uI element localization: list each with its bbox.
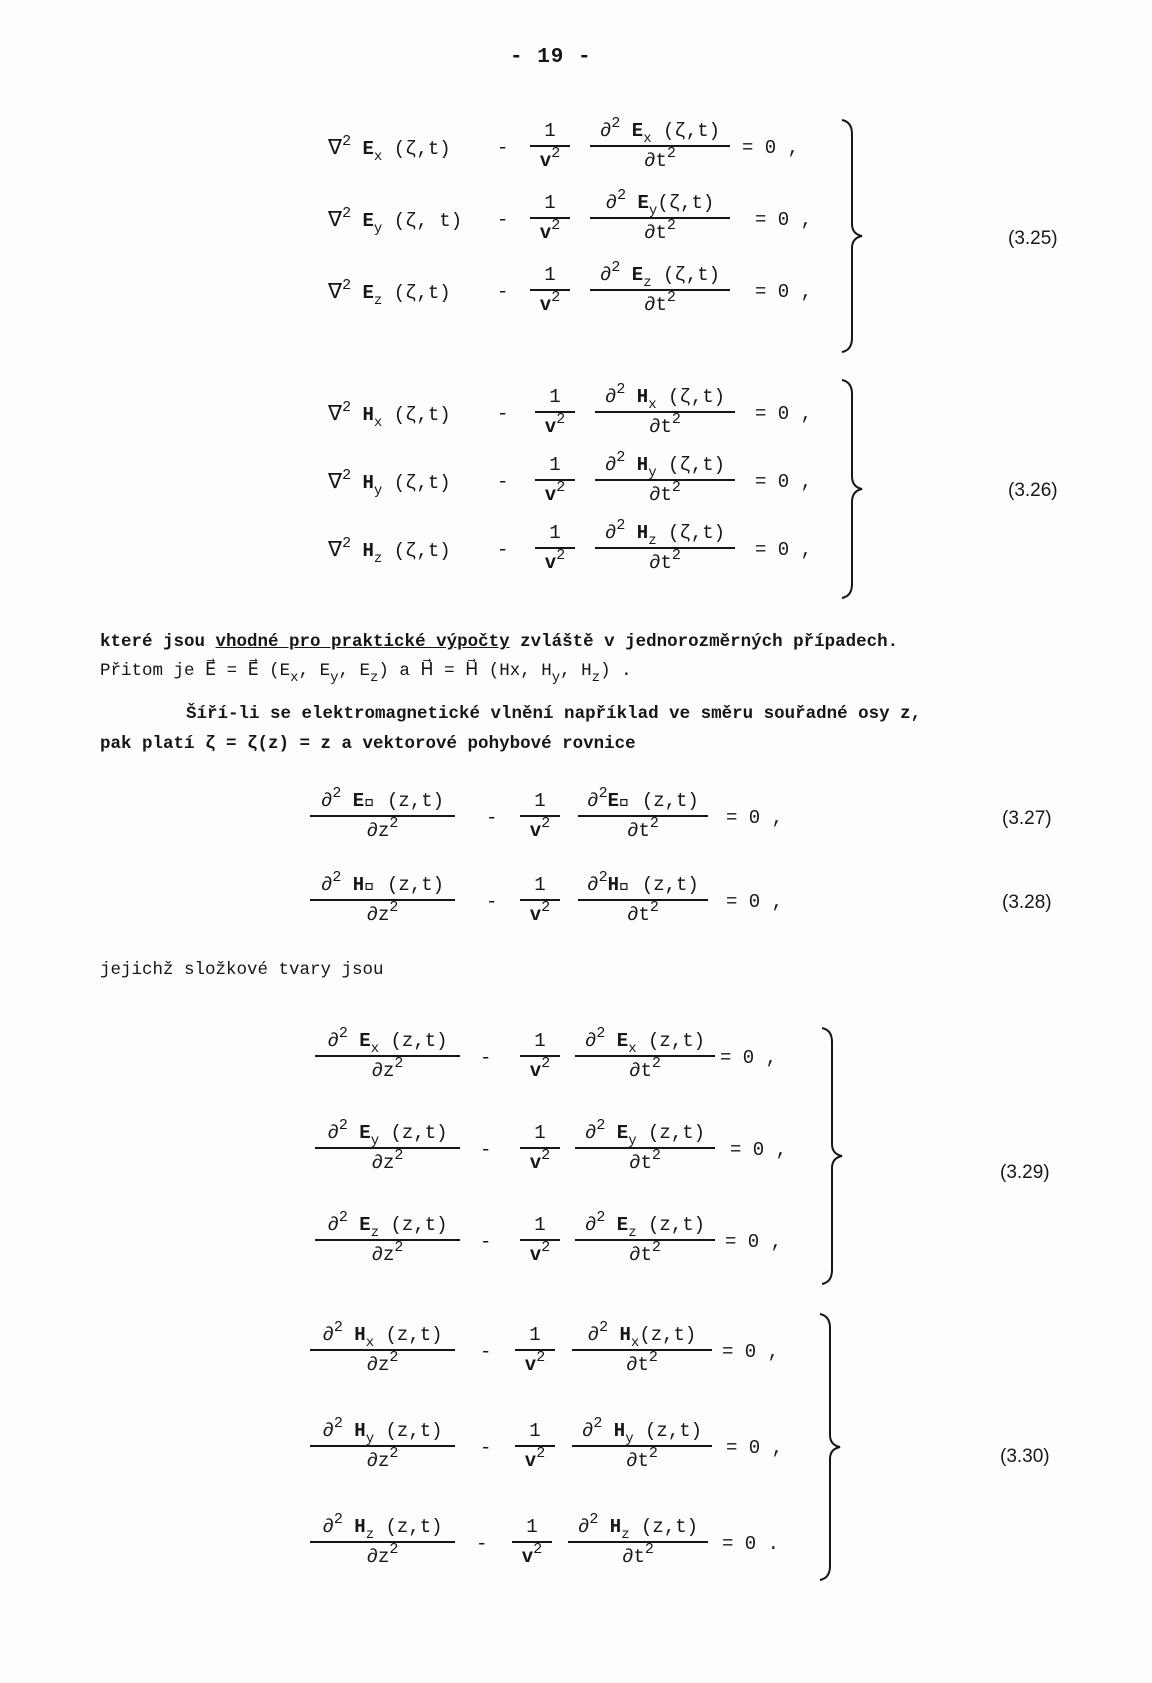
t-derivative-fraction: ∂$^2$ $E_x$ (z,t) $\partial t^2$: [575, 1028, 715, 1084]
z-derivative-fraction: ∂$^2$ H⃗ (z,t) $\partial z^2$: [310, 872, 455, 928]
equation-3-29-row-3: [0, 1209, 1152, 1272]
minus-sign: -: [497, 137, 509, 159]
minus-sign: -: [480, 1437, 492, 1459]
equals-zero: = 0 ,: [755, 403, 813, 425]
t-derivative-fraction: ∂$^2$ $H_x(z,t)$ $\partial t^2$: [572, 1322, 712, 1378]
t-derivative-fraction: ∂$^2$ $E_y$ (z,t) $\partial t^2$: [575, 1120, 715, 1176]
z-derivative-fraction: ∂$^2$ $H_z$ (z,t) $\partial z^2$: [310, 1514, 455, 1570]
coefficient-fraction: 1 $v^2$: [535, 384, 575, 440]
equals-zero: = 0 ,: [725, 1231, 783, 1253]
equation-tag-3-30: (3.30): [1000, 1446, 1050, 1467]
coefficient-fraction: 1 $v^2$: [530, 118, 570, 174]
paragraph-line-4: pak platí ζ = ζ(z) = z a vektorové pohybové rovnice: [100, 734, 636, 754]
coefficient-fraction: 1 $v^2$: [520, 788, 560, 844]
lhs: ∇$^2$ $E_z$ (ζ,t): [328, 277, 451, 309]
equation-tag-3-29: (3.29): [1000, 1162, 1050, 1183]
equals-zero: = 0 .: [722, 1533, 780, 1555]
coefficient-fraction: 1 $v^2$: [520, 1212, 560, 1268]
lhs: ∇$^2$ $H_y$ (ζ,t): [328, 467, 451, 499]
lhs: ∇$^2$ $E_x$ (ζ,t): [328, 133, 451, 165]
minus-sign: -: [497, 471, 509, 493]
coefficient-fraction: 1 $v^2$: [512, 1514, 552, 1570]
minus-sign: -: [497, 539, 509, 561]
right-brace-3-26: [838, 378, 868, 600]
z-derivative-fraction: ∂$^2$ E⃗ (z,t) $\partial z^2$: [310, 788, 455, 844]
t-derivative-fraction: ∂$^2$ $H_y$ (z,t) $\partial t^2$: [572, 1418, 712, 1474]
coefficient-fraction: 1 $v^2$: [530, 262, 570, 318]
equals-zero: = 0 ,: [730, 1139, 788, 1161]
equation-3-26-row-2: [0, 449, 1152, 512]
equals-zero: = 0 ,: [755, 281, 813, 303]
equation-3-28: [0, 869, 1152, 932]
page-number: - 19 -: [510, 46, 592, 69]
z-derivative-fraction: ∂$^2$ $E_y$ (z,t) $\partial z^2$: [315, 1120, 460, 1176]
equation-3-25-row-3: [0, 259, 1152, 322]
equation-3-30-row-1: [0, 1319, 1152, 1382]
equals-zero: = 0 ,: [726, 807, 784, 829]
derivative-fraction: ∂$^2$ $H_y$ (ζ,t) $\partial t^2$: [595, 452, 735, 508]
derivative-fraction: ∂$^2$ $H_z$ (ζ,t) $\partial t^2$: [595, 520, 735, 576]
equation-3-29-row-2: [0, 1117, 1152, 1180]
equation-tag-3-25: (3.25): [1008, 228, 1058, 249]
derivative-fraction: ∂$^2$ $E_z$ (ζ,t) $\partial t^2$: [590, 262, 730, 318]
equation-tag-3-28: (3.28): [1002, 892, 1052, 913]
derivative-fraction: ∂$^2$ $E_x$ (ζ,t) $\partial t^2$: [590, 118, 730, 174]
t-derivative-fraction: ∂$^2$ $H_z$ (z,t) $\partial t^2$: [568, 1514, 708, 1570]
lhs: ∇$^2$ $H_x$ (ζ,t): [328, 399, 451, 431]
minus-sign: -: [480, 1047, 492, 1069]
minus-sign: -: [480, 1139, 492, 1161]
equation-3-29-row-1: [0, 1025, 1152, 1088]
minus-sign: -: [480, 1341, 492, 1363]
paragraph-line-1: které jsou vhodné pro praktické výpočty zvláště v jednorozměrných případech.: [100, 632, 899, 652]
minus-sign: -: [480, 1231, 492, 1253]
paragraph-line-5: jejichž složkové tvary jsou: [100, 960, 384, 980]
paragraph-line-3: Šíří-li se elektromagnetické vlnění například ve směru souřadné osy z,: [186, 704, 922, 724]
coefficient-fraction: 1 $v^2$: [535, 452, 575, 508]
equals-zero: = 0 ,: [755, 471, 813, 493]
right-brace-3-30: [816, 1312, 846, 1582]
z-derivative-fraction: ∂$^2$ $E_z$ (z,t) $\partial z^2$: [315, 1212, 460, 1268]
equation-3-27: [0, 785, 1152, 848]
minus-sign: -: [497, 403, 509, 425]
minus-sign: -: [476, 1533, 488, 1555]
equals-zero: = 0 ,: [755, 539, 813, 561]
z-derivative-fraction: ∂$^2$ $E_x$ (z,t) $\partial z^2$: [315, 1028, 460, 1084]
equals-zero: = 0 ,: [722, 1341, 780, 1363]
equation-3-30-row-2: [0, 1415, 1152, 1478]
paragraph-line-2: Přitom je E⃗ = E⃗ ($E_x$, $E_y$, $E_z$) a H⃗ = H⃗ (Hx, $H_y$, $H_z$) .: [100, 661, 632, 686]
equation-3-25-row-2: [0, 187, 1152, 250]
right-brace-3-29: [818, 1026, 848, 1286]
coefficient-fraction: 1 $v^2$: [530, 190, 570, 246]
minus-sign: -: [497, 281, 509, 303]
lhs: ∇$^2$ $E_y$ (ζ, t): [328, 205, 463, 237]
coefficient-fraction: 1 $v^2$: [520, 1120, 560, 1176]
equals-zero: = 0 ,: [742, 137, 800, 159]
t-derivative-fraction: ∂$^2$ $E_z$ (z,t) $\partial t^2$: [575, 1212, 715, 1268]
lhs: ∇$^2$ $H_z$ (ζ,t): [328, 535, 451, 567]
equals-zero: = 0 ,: [726, 891, 784, 913]
equation-3-26-row-1: [0, 381, 1152, 444]
coefficient-fraction: 1 $v^2$: [535, 520, 575, 576]
derivative-fraction: ∂$^2$ $H_x$ (ζ,t) $\partial t^2$: [595, 384, 735, 440]
equals-zero: = 0 ,: [726, 1437, 784, 1459]
coefficient-fraction: 1 $v^2$: [515, 1322, 555, 1378]
derivative-fraction: ∂$^2$ $E_y(\zeta,t)$ $\partial t^2$: [590, 190, 730, 246]
coefficient-fraction: 1 $v^2$: [520, 1028, 560, 1084]
equation-3-30-row-3: [0, 1511, 1152, 1574]
equals-zero: = 0 ,: [720, 1047, 778, 1069]
minus-sign: -: [486, 891, 498, 913]
z-derivative-fraction: ∂$^2$ $H_y$ (z,t) $\partial z^2$: [310, 1418, 455, 1474]
minus-sign: -: [486, 807, 498, 829]
equals-zero: = 0 ,: [755, 209, 813, 231]
equation-3-26-row-3: [0, 517, 1152, 580]
t-derivative-fraction: ∂$^2$E⃗ (z,t) $\partial t^2$: [578, 788, 708, 844]
equation-3-25-row-1: [0, 115, 1152, 178]
equation-tag-3-26: (3.26): [1008, 480, 1058, 501]
equation-tag-3-27: (3.27): [1002, 808, 1052, 829]
right-brace-3-25: [838, 118, 868, 354]
z-derivative-fraction: ∂$^2$ $H_x$ (z,t) $\partial z^2$: [310, 1322, 455, 1378]
coefficient-fraction: 1 $v^2$: [520, 872, 560, 928]
minus-sign: -: [497, 209, 509, 231]
t-derivative-fraction: ∂$^2$H⃗ (z,t) $\partial t^2$: [578, 872, 708, 928]
coefficient-fraction: 1 $v^2$: [515, 1418, 555, 1474]
